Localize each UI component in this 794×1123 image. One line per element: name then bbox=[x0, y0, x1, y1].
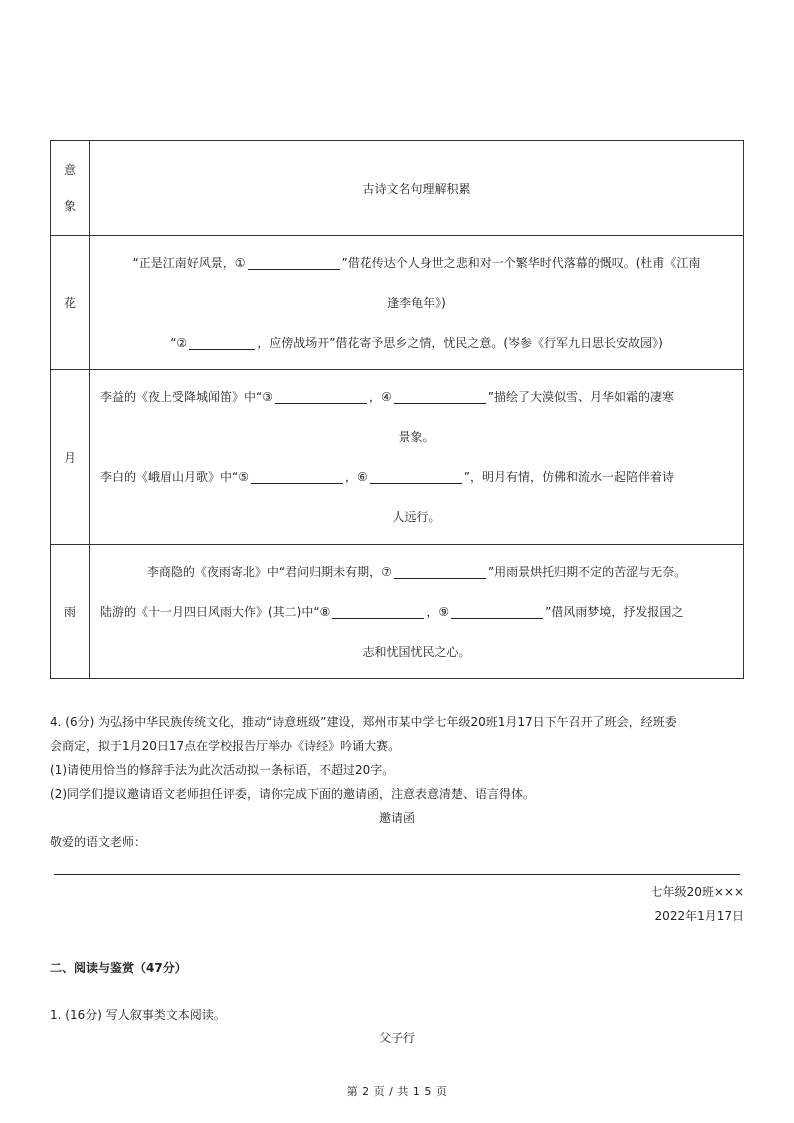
line-text: 李商隐的《夜雨寄北》中“君问归期未有期，⑦ bbox=[146, 564, 392, 579]
row-label-yu: 雨 bbox=[51, 545, 90, 679]
blank-3[interactable] bbox=[275, 389, 367, 404]
page-footer: 第 2 页 / 共 1 5 页 bbox=[346, 1085, 448, 1098]
poetry-table bbox=[50, 140, 744, 679]
line-text: ，⑥ bbox=[344, 470, 368, 484]
line-text: 李白的《峨眉山月歌》中“⑤ bbox=[100, 470, 249, 484]
line-text: ”描绘了大漠似雪、月华如霜的凄寒 bbox=[487, 390, 674, 404]
line-text: ”，明月有情，仿佛和流水一起陪伴着诗 bbox=[463, 470, 674, 484]
q4-line2: 会商定，拟于1月20日17点在学校报告厅举办《诗经》吟诵大赛。 bbox=[50, 739, 401, 753]
table-line bbox=[100, 592, 733, 632]
line-text: “② bbox=[170, 335, 188, 350]
blank-8[interactable] bbox=[332, 604, 424, 619]
table-line bbox=[100, 457, 733, 497]
row-label-yue: 月 bbox=[51, 370, 90, 545]
table-header-title: 古诗文名句理解积累 bbox=[90, 141, 744, 236]
line-text: “正是江南好风景，① bbox=[132, 255, 246, 270]
table-line bbox=[100, 552, 733, 592]
table-line: 人远行。 bbox=[392, 510, 441, 524]
row-content-yu bbox=[90, 545, 744, 679]
line-text: 李益的《夜上受降城闻笛》中“③ bbox=[100, 390, 273, 404]
q1-prompt: 1. (16分) 写人叙事类文本阅读。 bbox=[50, 1008, 226, 1022]
letter-salutation: 敬爱的语文老师： bbox=[50, 835, 147, 849]
line-text: ，⑨ bbox=[426, 604, 450, 619]
table-line: 志和忧国忧民之心。 bbox=[362, 644, 471, 659]
header-char-1: 意 bbox=[63, 163, 76, 177]
blank-7[interactable] bbox=[394, 564, 486, 579]
table-header-left bbox=[51, 141, 90, 236]
q4-item2: (2)同学们提议邀请语文老师担任评委，请你完成下面的邀请函，注意表意清楚、语言得体。 bbox=[50, 787, 536, 801]
line-text: ”借花传达个人身世之悲和对一个繁华时代落幕的慨叹。(杜甫《江南 bbox=[341, 255, 701, 270]
section-heading: 二、阅读与鉴赏（47分） bbox=[50, 961, 187, 975]
blank-5[interactable] bbox=[251, 469, 343, 484]
table-line: 逢李龟年》) bbox=[387, 295, 446, 310]
row-content-hua bbox=[90, 236, 744, 370]
header-char-2: 象 bbox=[63, 199, 76, 213]
table-line bbox=[100, 377, 733, 417]
blank-6[interactable] bbox=[370, 469, 462, 484]
letter-signature: 七年级20班××× bbox=[650, 885, 744, 899]
letter-date: 2022年1月17日 bbox=[654, 909, 744, 923]
line-text: 陆游的《十一月四日风雨大作》(其二)中“⑧ bbox=[100, 604, 331, 619]
story-title: 父子行 bbox=[378, 1031, 415, 1045]
blank-4[interactable] bbox=[394, 389, 486, 404]
line-text: ，应傍战场开”借花寄予思乡之情，忧民之意。(岑参《行军九日思长安故园》) bbox=[257, 335, 663, 350]
line-text: ”用雨景烘托归期不定的苦涩与无奈。 bbox=[487, 564, 687, 579]
q4-line1: 4. (6分) 为弘扬中华民族传统文化，推动“诗意班级”建设，郑州市某中学七年级20班1月17日下午召开了班会，经班委 bbox=[50, 715, 677, 729]
blank-1[interactable] bbox=[248, 255, 340, 270]
line-text: ”借风雨梦境，抒发报国之 bbox=[545, 604, 684, 619]
table-line bbox=[100, 243, 733, 283]
table-line: 景象。 bbox=[398, 430, 435, 444]
blank-9[interactable] bbox=[451, 604, 543, 619]
row-label-hua: 花 bbox=[51, 236, 90, 370]
table-line bbox=[100, 323, 733, 363]
q4-item1: (1)请使用恰当的修辞手法为此次活动拟一条标语，不超过20字。 bbox=[50, 763, 395, 777]
answer-line[interactable] bbox=[54, 874, 740, 875]
line-text: ，④ bbox=[368, 390, 392, 404]
blank-2[interactable] bbox=[189, 335, 255, 350]
row-content-yue bbox=[90, 370, 744, 545]
letter-title: 邀请函 bbox=[378, 811, 415, 825]
